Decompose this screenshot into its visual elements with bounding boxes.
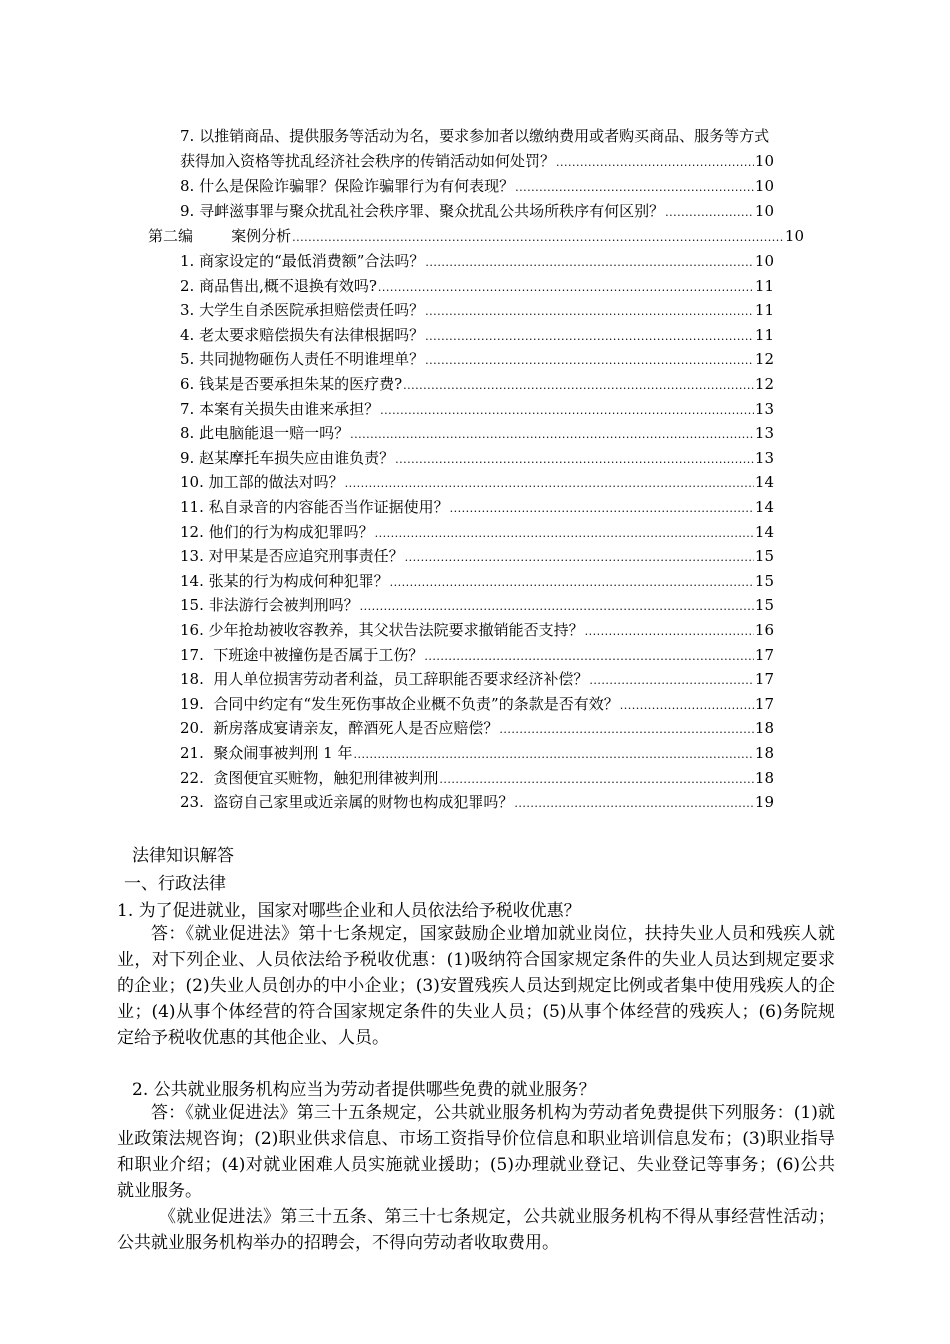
toc-leader — [514, 794, 754, 814]
toc-case-page: 11 — [754, 325, 774, 344]
answer-2-continued: 《就业促进法》第三十五条、第三十七条规定，公共就业服务机构不得从事经营性活动；公共就业服务机构举办的招聘会，不得向劳动者收取费用。 — [117, 1207, 835, 1253]
toc-leader — [620, 696, 754, 716]
toc-case-title: 20. 新房落成宴请亲友，醉酒死人是否应赔偿？ — [180, 719, 499, 738]
toc-case-page: 11 — [754, 276, 774, 295]
toc-case-item[interactable] — [180, 497, 774, 519]
toc-case-page: 18 — [754, 719, 774, 738]
toc-case-item[interactable] — [180, 522, 774, 544]
toc-case-title: 16. 少年抢劫被收容教养，其父状告法院要求撤销能否支持？ — [180, 621, 584, 639]
toc-case-page: 14 — [754, 498, 774, 516]
toc-case-title: 5. 共同抛物砸伤人责任不明谁埋单？ — [180, 350, 425, 369]
toc-case-title: 9. 赵某摩托车损失应由谁负责？ — [180, 448, 395, 467]
toc-leader — [425, 253, 753, 273]
toc-leader — [378, 278, 754, 298]
chapter-heading: 一、行政法律 — [124, 874, 226, 894]
toc-case-page: 15 — [754, 596, 774, 615]
toc-case-page: 15 — [754, 571, 774, 590]
toc-leader — [350, 425, 754, 445]
toc-leader — [424, 647, 754, 667]
toc-case-title: 15. 非法游行会被判刑吗？ — [180, 596, 359, 615]
toc-case-title: 3. 大学生自杀医院承担赔偿责任吗？ — [180, 301, 425, 320]
toc-case-title: 10. 加工部的做法对吗？ — [180, 473, 344, 492]
toc-leader — [425, 351, 754, 371]
toc-case-item[interactable] — [180, 399, 774, 421]
toc-leader — [425, 327, 754, 347]
toc-case-title: 2. 商品售出,概不退换有效吗? — [180, 276, 377, 295]
toc-case-title: 18. 用人单位损害劳动者利益，员工辞职能否要求经济补偿？ — [180, 670, 589, 689]
toc-case-page: 12 — [754, 350, 774, 369]
question-2: 2. 公共就业服务机构应当为劳动者提供哪些免费的就业服务？ — [132, 1080, 596, 1100]
toc-case-page: 14 — [754, 522, 774, 541]
toc-leader — [345, 474, 754, 494]
toc-item-9[interactable]: 9. 寻衅滋事罪与聚众扰乱社会秩序罪、聚众扰乱公共场所秩序有何区别？ ..... 10 — [180, 201, 774, 223]
toc-leader — [439, 770, 754, 790]
toc-case-page: 19 — [754, 793, 774, 812]
toc-case-item[interactable] — [180, 645, 774, 667]
toc-leader — [380, 401, 754, 421]
toc-leader — [589, 671, 754, 691]
toc-case-item[interactable] — [180, 423, 774, 445]
toc-case-page: 13 — [754, 424, 774, 443]
toc-leader — [499, 720, 754, 740]
toc-leader — [360, 597, 754, 617]
toc-leader — [353, 745, 753, 765]
toc-case-item[interactable] — [180, 448, 774, 470]
toc-case-page: 15 — [754, 547, 774, 566]
toc-case-page: 16 — [754, 621, 774, 639]
toc-case-title: 6. 钱某是否要承担朱某的医疗费? — [180, 375, 403, 393]
toc-case-item[interactable] — [180, 743, 774, 765]
section-heading: 法律知识解答 — [132, 846, 234, 866]
toc-case-item[interactable] — [180, 472, 774, 494]
toc-case-page: 18 — [754, 744, 774, 762]
toc-case-page: 12 — [754, 375, 774, 393]
toc-case-item[interactable] — [180, 571, 774, 593]
toc-leader — [403, 376, 754, 396]
toc-case-item[interactable] — [180, 718, 774, 740]
toc-leader — [665, 203, 754, 223]
answer-1: 答：《就业促进法》第十七条规定，国家鼓励企业增加就业岗位，扶持失业人员和残疾人就业，对下列企业、人员依法给予税收优惠：(1)吸纳符合国家规定条件的失业人员达到规定要求的企业；(2)失业人员创办的中小企业；(3)安置残疾人员达到规定比例或者集中使用残疾人的企业；(4)从事个体经营的符合国家规定条件的失业人员；(5)从事个体经营的残疾人；(6)务院规定给予税收优惠的其他企业、人员。 — [117, 924, 835, 1048]
toc-case-title: 14. 张某的行为构成何种犯罪？ — [180, 571, 389, 590]
toc-leader — [556, 153, 754, 173]
toc-case-item[interactable] — [180, 620, 774, 642]
toc-case-item[interactable] — [180, 669, 774, 691]
toc-case-page: 13 — [754, 399, 774, 418]
toc-leader — [375, 524, 754, 544]
toc-leader — [585, 622, 754, 642]
toc-leader — [292, 228, 784, 248]
toc-case-page: 18 — [754, 768, 774, 787]
toc-leader — [395, 450, 754, 470]
toc-case-item[interactable] — [180, 325, 774, 347]
toc-case-title: 4. 老太要求赔偿损失有法律根据吗？ — [180, 325, 425, 344]
toc-case-item[interactable] — [180, 694, 774, 716]
toc-case-page: 10 — [754, 252, 774, 270]
toc-case-item[interactable] — [180, 768, 774, 790]
toc-case-title: 8. 此电脑能退一赔一吗？ — [180, 424, 350, 443]
toc-case-page: 17 — [754, 645, 774, 664]
toc-case-title: 11. 私自录音的内容能否当作证据使用？ — [180, 498, 449, 516]
toc-case-item[interactable] — [180, 595, 774, 617]
toc-case-item[interactable] — [180, 374, 774, 396]
toc-case-title: 19. 合同中约定有“发生死伤事故企业概不负责”的条款是否有效？ — [180, 694, 619, 713]
toc-case-item[interactable] — [180, 349, 774, 371]
toc-item-7-line1[interactable]: 7. 以推销商品、提供服务等活动为名，要求参加者以缴纳费用或者购买商品、服务等方式 — [180, 127, 770, 145]
toc-case-title: 7. 本案有关损失由谁来承担？ — [180, 399, 380, 418]
toc-leader — [425, 302, 754, 322]
toc-item-8[interactable]: 8. 什么是保险诈骗罪？保险诈骗罪行为有何表现？ ..... 10 — [180, 176, 774, 198]
toc-case-item[interactable] — [180, 792, 774, 814]
toc-part-2[interactable]: 第二编 案例分析 ..... 10 — [148, 226, 804, 248]
toc-leader — [450, 499, 754, 519]
toc-case-page: 14 — [754, 473, 774, 492]
answer-2: 答：《就业促进法》第三十五条规定，公共就业服务机构为劳动者免费提供下列服务：(1)就业政策法规咨询；(2)职业供求信息、市场工资指导价位信息和职业培训信息发布；(3)职业指导和职业介绍；(4)对就业困难人员实施就业援助；(5)办理就业登记、失业登记等事务；(6)公共就业服务。 — [117, 1103, 835, 1201]
toc-case-title: 23. 盗窃自己家里或近亲属的财物也构成犯罪吗？ — [180, 793, 514, 812]
toc-case-title: 22. 贪图便宜买赃物，触犯刑律被判刑 — [180, 768, 439, 787]
question-1: 1. 为了促进就业，国家对哪些企业和人员依法给予税收优惠？ — [117, 901, 581, 921]
toc-case-page: 13 — [754, 448, 774, 467]
toc-leader — [515, 178, 754, 198]
toc-case-title: 12. 他们的行为构成犯罪吗？ — [180, 522, 374, 541]
toc-case-page: 11 — [754, 301, 774, 320]
toc-leader — [405, 548, 754, 568]
toc-leader — [390, 573, 754, 593]
toc-case-title: 17. 下班途中被撞伤是否属于工伤？ — [180, 645, 424, 664]
toc-case-title: 21. 聚众闹事被判刑 1 年 — [180, 744, 353, 762]
toc-case-item[interactable] — [180, 276, 774, 298]
toc-item-7-line2[interactable]: 获得加入资格等扰乱经济社会秩序的传销活动如何处罚？ ..... 10 — [180, 151, 774, 173]
toc-case-item[interactable] — [180, 251, 774, 273]
toc-case-page: 17 — [754, 670, 774, 689]
toc-case-item[interactable] — [180, 300, 774, 322]
toc-case-page: 17 — [754, 694, 774, 713]
toc-case-title: 13. 对甲某是否应追究刑事责任？ — [180, 547, 404, 566]
toc-case-title: 1. 商家设定的“最低消费额”合法吗？ — [180, 252, 425, 270]
toc-case-item[interactable] — [180, 546, 774, 568]
